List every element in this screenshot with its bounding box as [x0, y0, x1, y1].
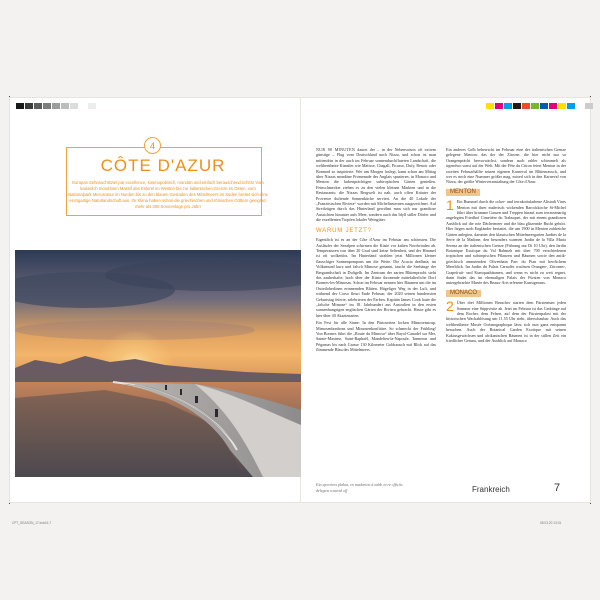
section-label-menton: MENTON: [446, 189, 480, 196]
crop-mark: [590, 498, 591, 504]
body-paragraph: dauert der – in der Nebensaison oft extrem günstige – Flug vom Deutschland nach Nizza, und schon ist man mittendrin in der auch im Februar sonnendurchfluteten Landschaft, die weltberühmte Künstler wie Matisse, Chagall, Picasso, Dufy, Renoir oder Bonnard so inspirierte. Wer am Morgen loslegt, kann schon am Mittag über Nizzas mondäne Promenade des Anglais spazieren, in Monaco und Menton die farbenprächtigen subtropischen Gärten genießen. Feinschmecker ziehen es zu den vielen kleinen Märkten und in die Restaurants; die Nizzas Bergwelt ist nah, auch offen Kräuter der Provence duftende Sonnenküche serviert. An die 40 Lokale der „Französischen Riviera“ worden mit Michelinsternen ausgezeichnet. Auf Streifzügen durch das Hinterland gewöhnt man sich nur grandiose Aussichten hinunter aufs Meer, sondern auch das Idyll stiller Dörfer und die exzellenten Tropfen lokaler Weingüter.: [316, 147, 436, 223]
color-swatch: [522, 103, 530, 109]
section-label-monaco: MONACO: [446, 290, 481, 297]
hero-photo: [15, 250, 301, 477]
promenade-sunset-image: [15, 250, 301, 477]
color-swatch: [567, 103, 575, 109]
color-swatch: [549, 103, 557, 109]
footer-region: Frankreich: [472, 485, 510, 494]
lead-in: NUR 90 MINUTEN: [316, 147, 355, 152]
print-meta-right: 08.03.20 13:31: [540, 521, 562, 525]
photo-caption: Ein sportives plakat, en mudurion à table in re officiis delegeis rosuvid off: [316, 482, 403, 493]
color-swatch: [88, 103, 96, 109]
section-number-badge: 4: [144, 137, 161, 154]
color-swatch: [34, 103, 42, 109]
color-swatch: [43, 103, 51, 109]
article-column-1: [316, 147, 436, 355]
color-swatch: [61, 103, 69, 109]
body-paragraph: Ein anderes Gelb beherrscht im Februar eine der italienischen Grenze gelegene Menton: das der der Zitrone, die hier nicht nur so Orangenprächt hervorwächst, sondern auch rahler schimmelt als irgendwo sonst auf der Welt. Mit der Fête du Citron feiert Menton in der zweiten Februarhälfte seinen eigenen Karneval im Blütenrausch, und wer es noch eine Nummer größer mag, mixed sich in den Karneval von Nizza, der größte Winterveranstaltung der Côte d'Azur.: [446, 147, 566, 185]
color-swatch: [495, 103, 503, 109]
section-heading-warum-jetzt: WARUM JETZT?: [316, 227, 372, 234]
color-swatch: [585, 103, 593, 109]
color-swatch: [513, 103, 521, 109]
color-swatch: [576, 103, 584, 109]
intro-text: Europas Sehnsuchtsziel par excellence, kosmopolitisch, mondän und einfach berauschend schön! Vom kaiserlich mondänen Massif des Esterel im Westen bis zur italienischen Grenze im Osten, vom Nationalpark Mercantour im Norden bis zu den blauen Gestaden des Mittelmeers im Süden breitet sich eine einzigartige Naturlandschaft aus. Ihr Klima haben schon die griechischen und römischen Göttern geeignet: mehr als 300 Sonnentage pro Jahr!: [68, 180, 268, 209]
color-swatch: [70, 103, 78, 109]
color-swatch: [16, 103, 24, 109]
body-paragraph: Über drei Millionen Besucher starten dem Fürstentum jeden Sommer eine Stippvisite ab. Jetzt im Februar ist das Gedränge auf dem Rocher, dem Felsen, auf dem der Fürstenpalast mit der historischen Wachablösung um 11.55 Uhr steht, überschaubar. Auch das weltberühmte Musée Océanographique lässt sich nun ganz entspannt besuchen. Auch der Botanical Garden Exotique mit seinen Kaktusgewächsen und afrikanischen Bäumen ist in der stillen Zeit ein friedlicher Genuss, und der Ausblick auf Monaco: [446, 300, 566, 343]
color-swatch: [79, 103, 87, 109]
color-calibration-bar-left: [16, 103, 96, 109]
color-swatch: [504, 103, 512, 109]
body-paragraph: Ein Fest für alle Sinne: In den Pärtoserien locken Mimosenstrup, Mimosenbonbons und Mimosenkonfitüre. So schmeckt der Frühling! Von Bormes führt die „Route du Mimosa“ über Rayol-Canadel sur Mer, Sainte-Maxime, Saint-Raphaël, Mandelieu-la-Napoule, Tanneron und Pégomas bis nach Grasse 130 Kilometer Goldrausch mit Blick auf das flimmende Blau des Mittelmeers.: [316, 320, 436, 353]
body-paragraph: Eigentlich ist es an der Côte d'Azur im Februar am schönsten. Die Ausläufer der Seealpen schirmen die Küste vor kalten Nordwinden ab. Temperaturen von über 20 Grad sind keine Seltenheit, und der Himmel ist oft wolkenlos. Im Hinterland strahlen jetzt Millionen kleiner flauschiger Sonnenpompons um die Wette. Die Acacia dealbata, im Volksmund kurz und falsch Mimose genannt, taucht die Seehänge der Bergrandschaft in Duftgelb. Im Zentrum der zarten Blütenpracht steht das zauberhafte, hoch über der Küste thronende mittelalterliche Dorf Bormes-les-Mimosas. Schon im Februar nennen hier Bäumen um die im Ostteiloberlinen erinnernden Blüten. Hügeliger Weg in der Luft, und während der Corso fleuri Ende Februar, der 2020 seinen hundertsten Geburtstag feierte, zelebrieren der Farben. Kapitän James Cook hatte die „falsche Mimose“ im 18. Jahrhundert aus Australien in den ersten sonnenhungrigen englischen Gärten der Riviera gebracht. Heute gibt es hier über 40 Akazienarten.: [316, 237, 436, 318]
item-number: 2: [446, 298, 454, 315]
color-swatch: [52, 103, 60, 109]
print-meta-left: CPT_SEASON_17.indd 6-7: [12, 521, 52, 525]
page-number: 7: [554, 482, 561, 494]
page-title: CÔTE D'AZUR: [100, 156, 226, 175]
crop-mark: [590, 96, 591, 102]
color-swatch: [486, 103, 494, 109]
color-swatch: [25, 103, 33, 109]
color-swatch: [540, 103, 548, 109]
color-calibration-bar-right: [486, 103, 593, 109]
article-column-2: [446, 147, 566, 345]
item-number: 1: [446, 197, 454, 214]
color-swatch: [558, 103, 566, 109]
body-paragraph: Ein Rummel durch die ocker- und terrakottafarbene Altstadt Viaes Menton mit ihrer malerisch wirkenden Barockkirche St-Michel führt über krumme Gassen und Treppen hinauf zum terrassenartig angelegten Friedhof Cimetière du Trabuquet, der mit einem grandiosen Ausblick auf die rote Dächermeer und die blau glitzernde Bucht gehört. Hier liegen auch Engländer bestattet, die um 1900 in Menton zahlreiche Gärten anlegten, darunter den klassischen Mittelmeergarten Jardins de la Serre de la Madone, den besonders warmen Jardin de la Villa Maria Serena an der italienischen Grenze (Führung nur Di 10 Uhr), den Jardin Botanique Exotique du Val Rahmeh mit über 700 verschiedenen tropischen und subtropischen Pflanzen und Bäumen sowie den antik-griechisch anmutenden Olivenhain Parc du Pian mit herrlichem Meerblick. Im Jardin du Palais Carnolès wachsen Orangen-, Zitronen-, Grapefruit- und Kumquatbäumen, und wenn es nicht zu weit regnet, dann findet das im ehemaligen Palais der Fürsten von Monaco untergebrachte Musée des Beaux-Arts erlesene Kunstgenuss.: [446, 199, 566, 286]
color-swatch: [531, 103, 539, 109]
